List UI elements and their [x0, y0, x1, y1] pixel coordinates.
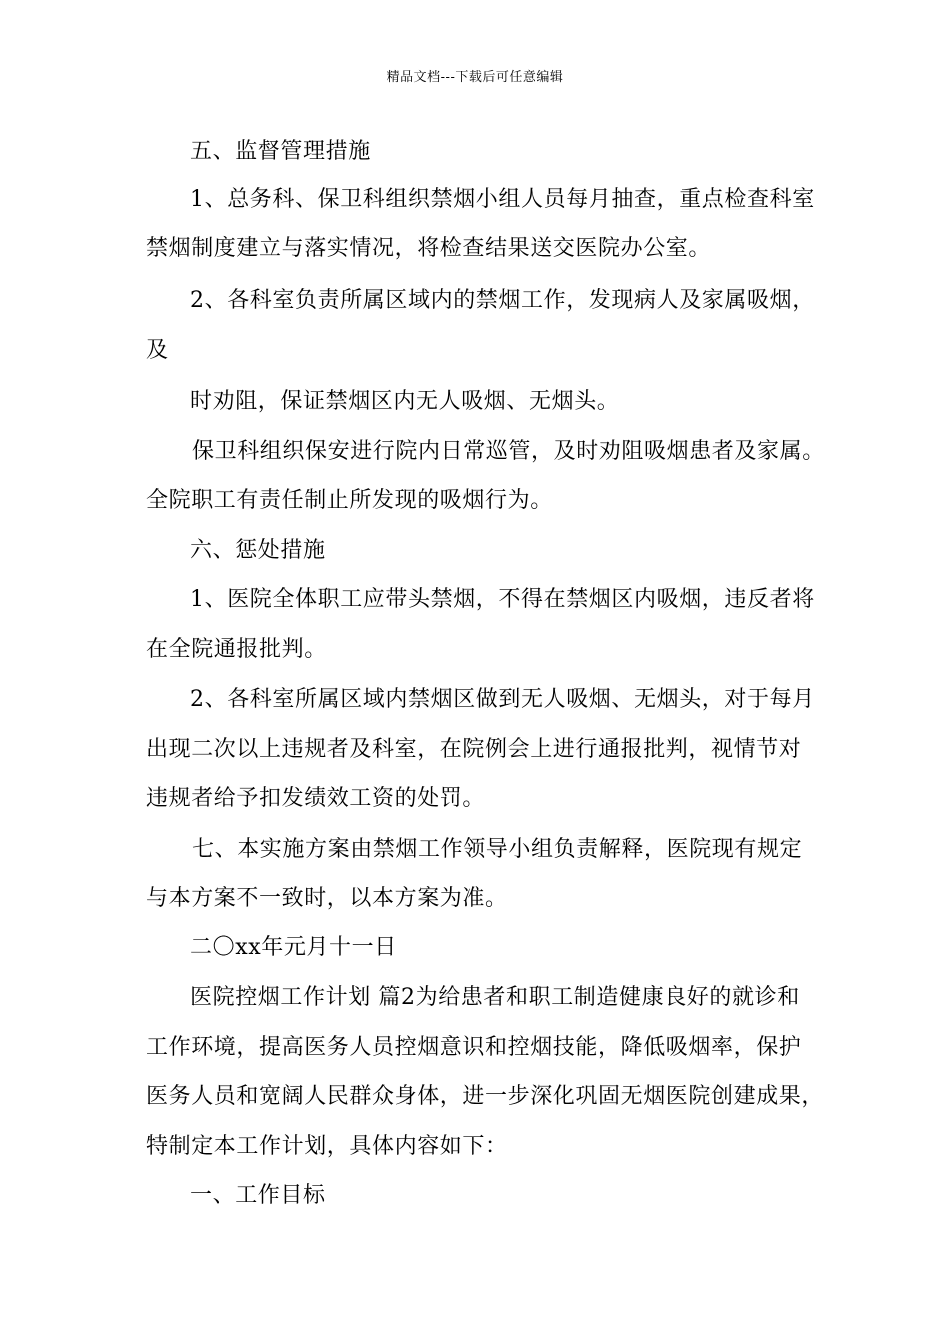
paragraph-line: 保卫科组织保安进行院内日常巡管，及时劝阻吸烟患者及家属。 [192, 439, 825, 464]
section-heading: 六、惩处措施 [190, 538, 326, 563]
paragraph-line: 违规者给予扣发绩效工资的处罚。 [146, 786, 486, 811]
paragraph-line: 工作环境，提高医务人员控烟意识和控烟技能，降低吸烟率，保护 [146, 1035, 802, 1060]
paragraph-line: 与本方案不一致时，以本方案为准。 [146, 886, 508, 911]
paragraph-line: 在全院通报批判。 [146, 637, 327, 662]
paragraph-line: 2、各科室负责所属区域内的禁烟工作，发现病人及家属吸烟， [190, 288, 815, 313]
section-heading: 五、监督管理措施 [190, 139, 371, 164]
paragraph-line: 2、各科室所属区域内禁烟区做到无人吸烟、无烟头，对于每月 [190, 687, 815, 712]
paragraph-line: 时劝阻，保证禁烟区内无人吸烟、无烟头。 [190, 389, 620, 414]
paragraph-line: 禁烟制度建立与落实情况，将检查结果送交医院办公室。 [146, 236, 712, 261]
paragraph-line: 七、本实施方案由禁烟工作领导小组负责解释，医院现有规定 [192, 837, 803, 862]
date-line: 二〇xx年元月十一日 [190, 935, 397, 960]
paragraph-line: 医院控烟工作计划 篇2为给患者和职工制造健康良好的就诊和 [190, 985, 800, 1010]
paragraph-line: 出现二次以上违规者及科室，在院例会上进行通报批判，视情节对 [146, 737, 802, 762]
section-heading: 一、工作目标 [190, 1183, 326, 1208]
paragraph-line: 1、总务科、保卫科组织禁烟小组人员每月抽查，重点检查科室 [190, 187, 815, 212]
paragraph-line: 特制定本工作计划，具体内容如下： [146, 1134, 508, 1159]
paragraph-line: 医务人员和宽阔人民群众身体，进一步深化巩固无烟医院创建成果， [146, 1084, 825, 1109]
paragraph-line: 及 [146, 338, 169, 363]
page-header: 精品文档---下载后可任意编辑 [386, 70, 564, 85]
paragraph-line: 1、医院全体职工应带头禁烟，不得在禁烟区内吸烟，违反者将 [190, 587, 815, 612]
paragraph-line: 全院职工有责任制止所发现的吸烟行为。 [146, 488, 553, 513]
